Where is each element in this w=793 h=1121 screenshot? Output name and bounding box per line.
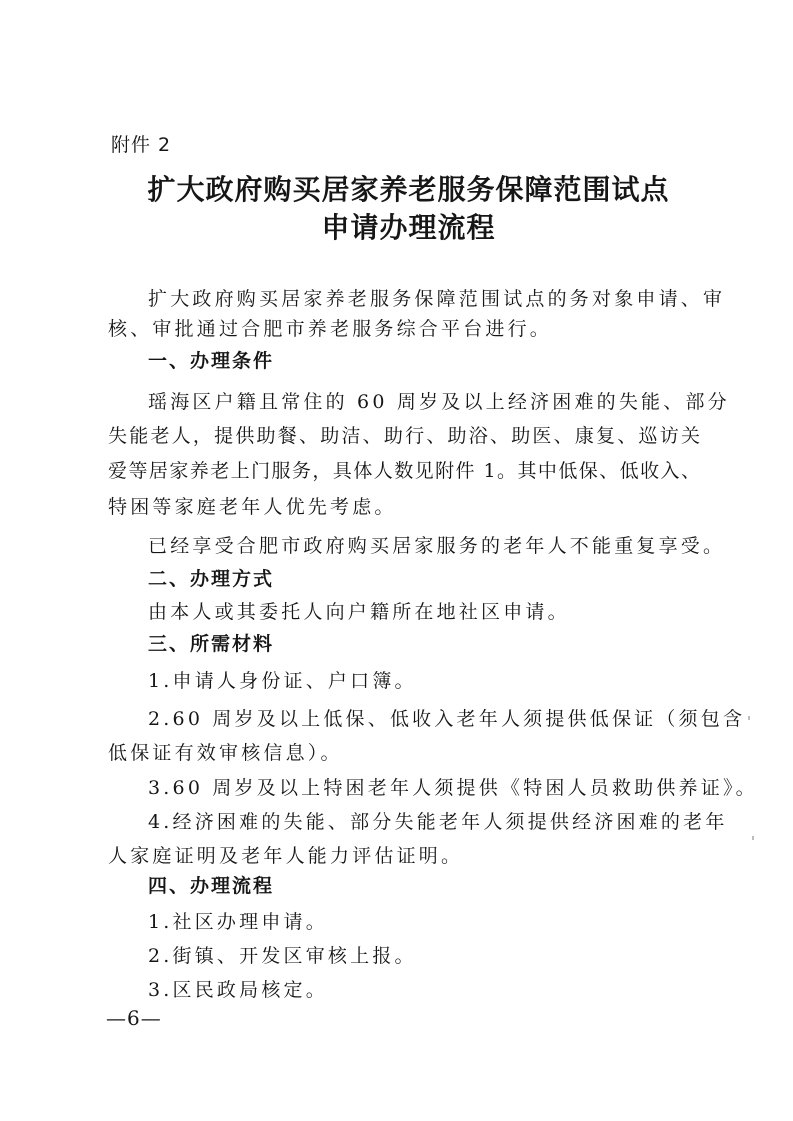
section-heading-process: 四、办理流程 xyxy=(148,875,275,897)
conditions-paragraph-line-4: 特困等家庭老年人优先考虑。 xyxy=(108,496,397,518)
attachment-label: 附件 2 xyxy=(111,134,172,156)
intro-paragraph-line-1: 扩大政府购买居家养老服务保障范围试点的务对象申请、审 xyxy=(148,288,726,310)
materials-item-4-line-1: 4.经济困难的失能、部分失能老年人须提供经济困难的老年 xyxy=(148,811,728,833)
document-title-line-1: 扩大政府购买居家养老服务保障范围试点 xyxy=(147,173,670,206)
conditions-paragraph-line-3: 爱等居家养老上门服务，具体人数见附件 1。其中低保、低收入、 xyxy=(108,460,700,482)
section-heading-method: 二、办理方式 xyxy=(148,568,275,590)
document-title-line-2: 申请办理流程 xyxy=(321,211,496,244)
section-heading-conditions: 一、办理条件 xyxy=(148,350,275,372)
conditions-paragraph-line-2: 失能老人，提供助餐、助洁、助行、助浴、助医、康复、巡访关 xyxy=(108,425,700,447)
materials-item-4-line-2: 人家庭证明及老年人能力评估证明。 xyxy=(108,845,464,867)
materials-item-2-line-2: 低保证有效审核信息）。 xyxy=(108,742,343,764)
process-step-1: 1.社区办理申请。 xyxy=(148,911,328,933)
process-step-3: 3.区民政局核定。 xyxy=(148,979,328,1001)
page-number: —6— xyxy=(106,1006,162,1030)
conditions-paragraph-line-1: 瑶海区户籍且常住的 60 周岁及以上经济困难的失能、部分 xyxy=(148,391,730,413)
materials-item-2-line-1: 2.60 周岁及以上低保、低收入老年人须提供低保证（须包含 xyxy=(148,708,746,730)
scan-speck xyxy=(748,716,750,720)
scan-speck xyxy=(752,836,754,840)
method-paragraph: 由本人或其委托人向户籍所在地社区申请。 xyxy=(148,601,570,623)
section-heading-materials: 三、所需材料 xyxy=(148,633,275,655)
intro-paragraph-line-2: 核、审批通过合肥市养老服务综合平台进行。 xyxy=(108,318,553,340)
exclusion-paragraph: 已经享受合肥市政府购买居家服务的老年人不能重复享受。 xyxy=(148,535,726,557)
materials-item-3: 3.60 周岁及以上特困老年人须提供《特困人员救助供养证》。 xyxy=(148,777,758,799)
process-step-2: 2.街镇、开发区审核上报。 xyxy=(148,945,417,967)
materials-item-1: 1.申请人身份证、户口簿。 xyxy=(148,670,417,692)
